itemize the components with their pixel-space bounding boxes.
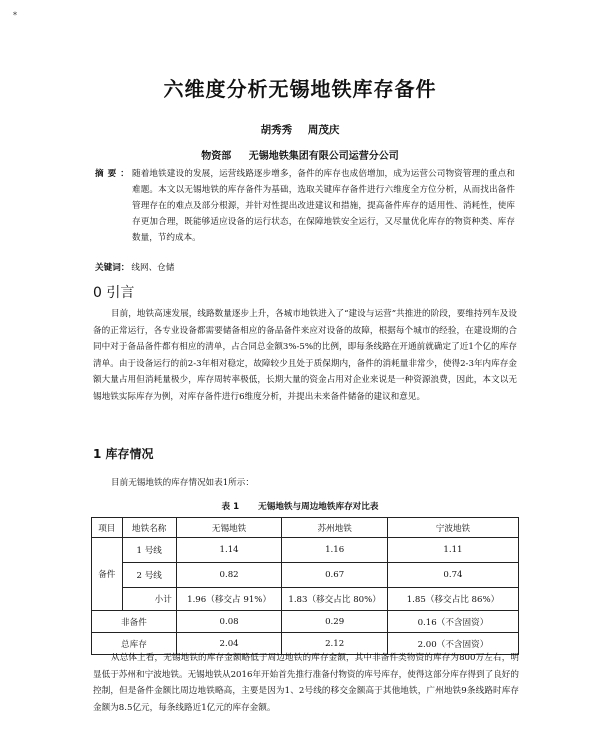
table-row [92, 588, 519, 611]
section-heading-intro: 0 引言 [93, 285, 135, 301]
affiliation-org: 无锡地铁集团有限公司运营分公司 [248, 151, 399, 162]
author-2: 周茂庆 [307, 124, 340, 136]
author-1: 胡秀秀 [260, 124, 293, 136]
table-cell: 0.74 [387, 563, 518, 588]
corner-mark: * [13, 11, 17, 20]
row-label-cell: 总库存 [92, 633, 177, 655]
inventory-intro: 目前无锡地铁的库存情况如表1所示： [111, 478, 254, 488]
keywords-text: 线网、仓储 [131, 263, 175, 273]
table-cell: 0.67 [282, 563, 388, 588]
affiliation [0, 147, 600, 162]
header-cell: 宁波地铁 [387, 518, 518, 538]
table-number: 表 1 [221, 502, 240, 512]
table-cell: 2.04 [176, 633, 282, 655]
row-label-cell: 非备件 [92, 611, 177, 633]
abstract [95, 166, 515, 246]
inventory-table [91, 517, 519, 655]
header-cell: 地铁名称 [122, 518, 176, 538]
table-cell: 0.29 [282, 611, 388, 633]
summary-paragraph: 从总体上看，无锡地铁的库存金额略低于周边地铁的库存金额，其中非备件类物资的库存为800万左右，明显低于苏州和宁波地铁。无锡地铁从2016年开始首先推行准备付物资的库号库存，使得这部分库存得到了良好的控制，但是备件金额比周边地铁略高，主要是因为1、2号线的移交金额高于其他地铁，广州地铁9条线路时库存金额为8.5亿元，每条线路近1亿元的库存金额。 [93, 653, 519, 713]
row-label-cell: 小计 [122, 588, 176, 611]
row-label-cell: 1 号线 [122, 538, 176, 563]
header-cell: 苏州地铁 [282, 518, 388, 538]
table-row [92, 563, 519, 588]
table-cell: 1.85（移交占比 86%） [387, 588, 518, 611]
header-cell: 项目 [92, 518, 123, 538]
header-cell: 无锡地铁 [176, 518, 282, 538]
table-cell: 1.11 [387, 538, 518, 563]
page-title: 六维度分析无锡地铁库存备件 [163, 77, 437, 101]
table-cell: 0.82 [176, 563, 282, 588]
table-title: 无锡地铁与周边地铁库存对比表 [258, 502, 379, 512]
abstract-text: 随着地铁建设的发展，运营线路逐步增多，备件的库存也成倍增加，成为运营公司物资管理的重点和难题。本文以无锡地铁的库存备件为基础，选取关键库存备件进行六维度全方位分析，从而找出备件管理存在的难点及部分根源，并针对性提出改进建议和措施，提高备件库存的适用性、消耗性，使库存更加合理，既能够适应设备的运行状态，在保障地铁安全运行，又尽量优化库存的物资种类、库存数量，节约成本。 [132, 169, 515, 243]
table-cell: 1.14 [176, 538, 282, 563]
table-cell: 0.08 [176, 611, 282, 633]
table-row [92, 538, 519, 563]
intro-paragraph: 目前，地铁高速发展，线路数量逐步上升，各城市地铁进入了“建设与运营”共推进的阶段，要维持列车及设备的正常运行，各专业设备都需要储备相应的备品备件来应对设备的故障，根据每个城市的经验，在建设期的合同中对于备品备件都有相应的清单，占合同总金额3%-5%的比例，即每条线路在开通前就确定了近1个亿的库存清单。由于设备运行的前2-3年相对稳定，故障较少且处于质保期内，备件的消耗量非常少，使得2-3年内库存金额大量占用但消耗量极少，库存周转率极低，长期大量的资金占用对企业来说是一种资源浪费，因此，本文以无锡地铁实际库存为例，对库存备件进行6维度分析，并提出未来备件储备的建议和意见。 [93, 309, 517, 402]
table-cell: 1.96（移交占 91%） [176, 588, 282, 611]
table-header-row [92, 518, 519, 538]
table-cell: 2.00（不含固资） [387, 633, 518, 655]
table-cell: 1.83（移交占比 80%） [282, 588, 388, 611]
table-cell: 0.16（不含固资） [387, 611, 518, 633]
table-cell: 1.16 [282, 538, 388, 563]
row-label-cell: 2 号线 [122, 563, 176, 588]
section-heading-inventory: 1 库存情况 [93, 447, 154, 461]
authors [0, 122, 600, 137]
abstract-label: 摘要： [95, 169, 133, 179]
keywords [95, 261, 174, 273]
keywords-label: 关键词： [95, 263, 130, 273]
affiliation-dept: 物资部 [201, 151, 232, 162]
table-cell: 2.12 [282, 633, 388, 655]
table-row [92, 611, 519, 633]
table-caption [0, 500, 600, 512]
group-label-cell: 备件 [92, 538, 123, 611]
